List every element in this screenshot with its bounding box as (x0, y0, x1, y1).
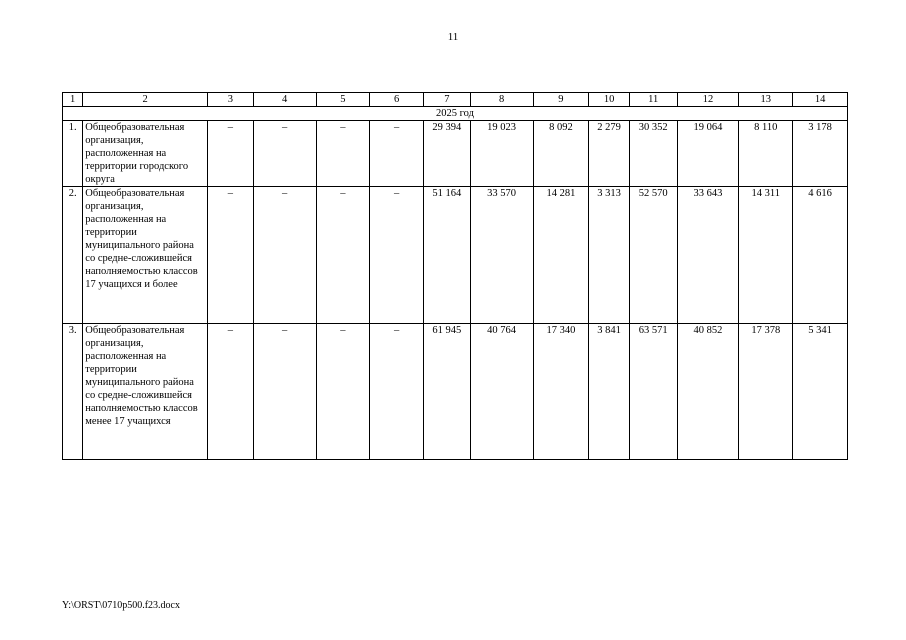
page-number: 11 (447, 31, 459, 43)
cell: 63 571 (629, 324, 677, 460)
cell: 19 064 (677, 121, 739, 187)
cell: 33 570 (470, 187, 533, 324)
header-cell: 13 (739, 93, 793, 107)
cell: 33 643 (677, 187, 739, 324)
cell: 5 341 (793, 324, 848, 460)
header-cell: 3 (208, 93, 254, 107)
cell: – (370, 187, 424, 324)
cell: – (316, 324, 370, 460)
cell: 17 340 (533, 324, 589, 460)
cell: 30 352 (629, 121, 677, 187)
row-number: 2. (63, 187, 83, 324)
table-row (63, 121, 848, 187)
header-cell: 7 (424, 93, 471, 107)
cell: 3 313 (589, 187, 630, 324)
header-cell: 2 (83, 93, 208, 107)
cell: 14 281 (533, 187, 589, 324)
cell: 40 852 (677, 324, 739, 460)
cell: 4 616 (793, 187, 848, 324)
document-path: Y:\ORST\0710p500.f23.docx (62, 600, 180, 611)
cell: 8 092 (533, 121, 589, 187)
table-row (63, 187, 848, 324)
cell: – (253, 187, 316, 324)
cell: 14 311 (739, 187, 793, 324)
cell: 52 570 (629, 187, 677, 324)
cell: 8 110 (739, 121, 793, 187)
cell: 51 164 (424, 187, 471, 324)
data-table (62, 92, 848, 460)
header-cell: 11 (629, 93, 677, 107)
header-cell: 12 (677, 93, 739, 107)
cell: – (208, 121, 254, 187)
cell: 17 378 (739, 324, 793, 460)
header-cell: 10 (589, 93, 630, 107)
year-row (63, 107, 848, 121)
organization-name: Общеобразовательная организация, расположенная на территории муниципального района со средне-сложившейся наполняемостью классов менее 17 учащихся (83, 324, 208, 460)
cell: – (208, 187, 254, 324)
row-number: 1. (63, 121, 83, 187)
header-row (63, 93, 848, 107)
cell: – (253, 121, 316, 187)
cell: – (208, 324, 254, 460)
cell: 3 841 (589, 324, 630, 460)
cell: – (316, 187, 370, 324)
cell: – (370, 324, 424, 460)
cell: 2 279 (589, 121, 630, 187)
header-cell: 14 (793, 93, 848, 107)
cell: – (370, 121, 424, 187)
cell: 61 945 (424, 324, 471, 460)
cell: 19 023 (470, 121, 533, 187)
cell: – (316, 121, 370, 187)
header-cell: 6 (370, 93, 424, 107)
header-cell: 9 (533, 93, 589, 107)
header-cell: 8 (470, 93, 533, 107)
row-number: 3. (63, 324, 83, 460)
cell: 29 394 (424, 121, 471, 187)
header-cell: 1 (63, 93, 83, 107)
header-cell: 5 (316, 93, 370, 107)
organization-name: Общеобразовательная организация, расположенная на территории городского округа (83, 121, 208, 187)
header-cell: 4 (253, 93, 316, 107)
cell: – (253, 324, 316, 460)
year-label: 2025 год (63, 107, 848, 121)
organization-name: Общеобразовательная организация, расположенная на территории муниципального района со средне-сложившейся наполняемостью классов 17 учащихся и более (83, 187, 208, 324)
cell: 3 178 (793, 121, 848, 187)
cell: 40 764 (470, 324, 533, 460)
table-row (63, 324, 848, 460)
